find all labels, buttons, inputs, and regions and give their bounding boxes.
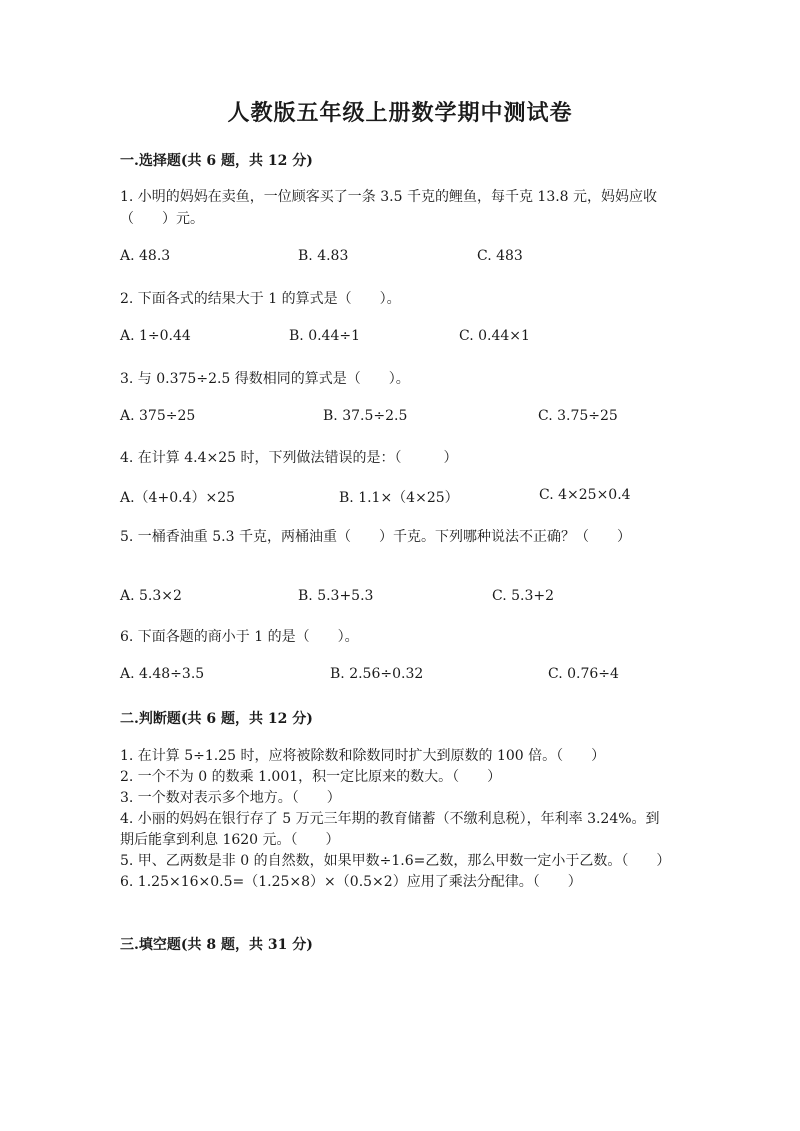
question-2: 2. 下面各式的结果大于 1 的算式是（ ）。 [120,291,401,307]
option-b: B. 2.56÷0.32 [330,666,424,682]
option-c: C. 4×25×0.4 [539,487,631,503]
section-heading-true-false: 二.判断题(共 6 题，共 12 分) [120,711,313,727]
option-a: A. 48.3 [120,248,171,264]
option-c: C. 3.75÷25 [538,408,618,424]
option-b: B. 0.44÷1 [289,328,360,344]
option-a: A. 5.3×2 [120,588,182,604]
option-c: C. 0.76÷4 [548,666,619,682]
page-title: 人教版五年级上册数学期中测试卷 [227,100,573,126]
question-4: 4. 在计算 4.4×25 时，下列做法错误的是：（ ） [120,450,458,466]
question-6-options [120,666,690,688]
option-c: C. 5.3+2 [492,588,555,604]
true-false-item: 3. 一个数对表示多个地方。（ ） [120,790,341,806]
option-a: A. 4.48÷3.5 [120,666,205,682]
option-a: A. 375÷25 [120,408,196,424]
option-b: B. 5.3+5.3 [298,588,374,604]
option-c: C. 0.44×1 [459,328,530,344]
option-c: C. 483 [477,248,523,264]
true-false-list [120,746,671,893]
section-heading-fill-blank: 三.填空题(共 8 题，共 31 分) [120,937,313,953]
true-false-item: 6. 1.25×16×0.5=（1.25×8）×（0.5×2）应用了乘法分配律。（ ） [120,874,582,890]
section-heading-choice: 一.选择题(共 6 题，共 12 分) [120,153,313,169]
true-false-item: 5. 甲、乙两数是非 0 的自然数，如果甲数÷1.6=乙数，那么甲数一定小于乙数。（ ） [120,853,671,869]
option-b: B. 1.1×（4×25） [339,490,459,506]
question-5: 5. 一桶香油重 5.3 千克，两桶油重（ ）千克。下列哪种说法不正确？（ ） [120,529,631,545]
question-1-options [120,248,690,270]
question-4-options [120,487,690,509]
question-5-options [120,588,690,610]
option-a: A.（4+0.4）×25 [120,490,236,506]
question-6: 6. 下面各题的商小于 1 的是（ ）。 [120,629,359,645]
question-3-options [120,408,690,430]
true-false-item: 1. 在计算 5÷1.25 时，应将被除数和除数同时扩大到原数的 100 倍。（ ） [120,748,606,764]
option-b: B. 4.83 [298,248,349,264]
question-3: 3. 与 0.375÷2.5 得数相同的算式是（ ）。 [120,371,410,387]
question-2-options [120,328,690,350]
true-false-item: 4. 小丽的妈妈在银行存了 5 万元三年期的教育储蓄（不缴利息税），年利率 3.24%。到期后能拿到利息 1620 元。（ ） [120,811,660,848]
option-a: A. 1÷0.44 [120,328,191,344]
question-1: 1. 小明的妈妈在卖鱼，一位顾客买了一条 3.5 千克的鲤鱼，每千克 13.8 元，妈妈应收（ ）元。 [120,189,658,227]
true-false-item: 2. 一个不为 0 的数乘 1.001，积一定比原来的数大。（ ） [120,769,502,785]
option-b: B. 37.5÷2.5 [323,408,408,424]
